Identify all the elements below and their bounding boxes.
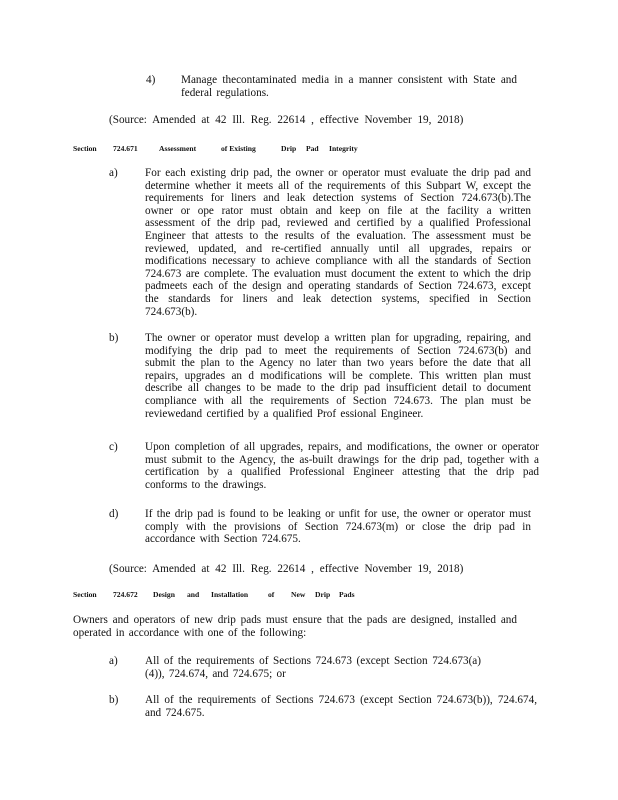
source-note: (Source: Amended at 42 Ill. Reg. 22614 , effective November 19, 2018) xyxy=(109,114,464,126)
subsection-text: For each existing drip pad, the owner or operator must evaluate the drip pad and determine whether it meets all of the requirements of this Subpart W, except the requirements for liners and leak detection systems of Section 724.673(b).The owner or ope rator must obtain and keep on file at the facility a written assessment of the drip pad, reviewed and certified by a qualified Professional Engineer that attests to the results of the evaluation. The assessment must be reviewed, updated, and re-certified annually until all upgrades, repairs or modifications necessary to achieve compliance with all the standards of Section 724.673 are complete. The evaluation must document the extent to which the drip padmeets each of the design and operating standards of Section 724.673, except the standards for liners and leak detection systems, specified in Section 724.673(b). xyxy=(145,167,531,318)
subsection-label: d) xyxy=(109,508,119,520)
subsection-text: If the drip pad is found to be leaking or unfit for use, the owner or operator must comply with the provisions of Section 724.673(m) or close the drip pad in accordance with Section 724.675. xyxy=(145,508,531,546)
section-title-part: of Existing xyxy=(221,144,256,153)
section-intro: Owners and operators of new drip pads must ensure that the pads are designed, installed and operated in accordance with one of the following: xyxy=(73,614,517,639)
section-title-part: Integrity xyxy=(329,144,358,153)
subsection-text: Upon completion of all upgrades, repairs, and modifications, the owner or operator must submit to the Agency, the as-built drawings for the drip pad, together with a certification by a qualified Professional Engineer attesting that the drip pad conforms to the drawings. xyxy=(145,441,539,491)
subsection-label: c) xyxy=(109,441,118,453)
section-title-part: Installation xyxy=(211,590,249,599)
section-number: 724.671 xyxy=(113,144,138,153)
section-title-part: Drip xyxy=(315,590,331,599)
subsection-label: a) xyxy=(109,655,118,667)
subsection-text: The owner or operator must develop a written plan for upgrading, repairing, and modifying the drip pad to meet the requirements of Section 724.673(b) and submit the plan to the Agency no later than two years before the date that all repairs, upgrades an d modifications will be complete. This written plan must describe all changes to be made to the drip pad insufficient detail to document compliance with all the requirements of Section 724.673. The plan must be reviewedand certified by a qualified Prof essional Engineer. xyxy=(145,332,531,420)
section-word: Section xyxy=(73,590,97,599)
section-title-part: of xyxy=(268,590,275,599)
source-note: (Source: Amended at 42 Ill. Reg. 22614 , effective November 19, 2018) xyxy=(109,563,464,575)
item-label: 4) xyxy=(146,74,156,86)
section-title-part: Drip xyxy=(281,144,297,153)
section-title-part: Design xyxy=(153,590,175,599)
section-title-part: New xyxy=(291,590,306,599)
section-title-part: Pads xyxy=(339,590,355,599)
subsection-label: a) xyxy=(109,167,118,179)
item-text: Manage thecontaminated media in a manner consistent with State and federal regulations. xyxy=(181,74,517,99)
subsection-text: All of the requirements of Sections 724.673 (except Section 724.673(b)), 724.674, and 724.675. xyxy=(145,694,537,719)
section-word: Section xyxy=(73,144,97,153)
section-title-part: Assessment xyxy=(159,144,197,153)
subsection-text: All of the requirements of Sections 724.673 (except Section 724.673(a)(4)), 724.674, and 724.675; or xyxy=(145,655,481,680)
section-title-part: and xyxy=(187,590,200,599)
subsection-label: b) xyxy=(109,694,119,706)
subsection-label: b) xyxy=(109,332,119,344)
section-title-part: Pad xyxy=(306,144,319,153)
section-number: 724.672 xyxy=(113,590,138,599)
